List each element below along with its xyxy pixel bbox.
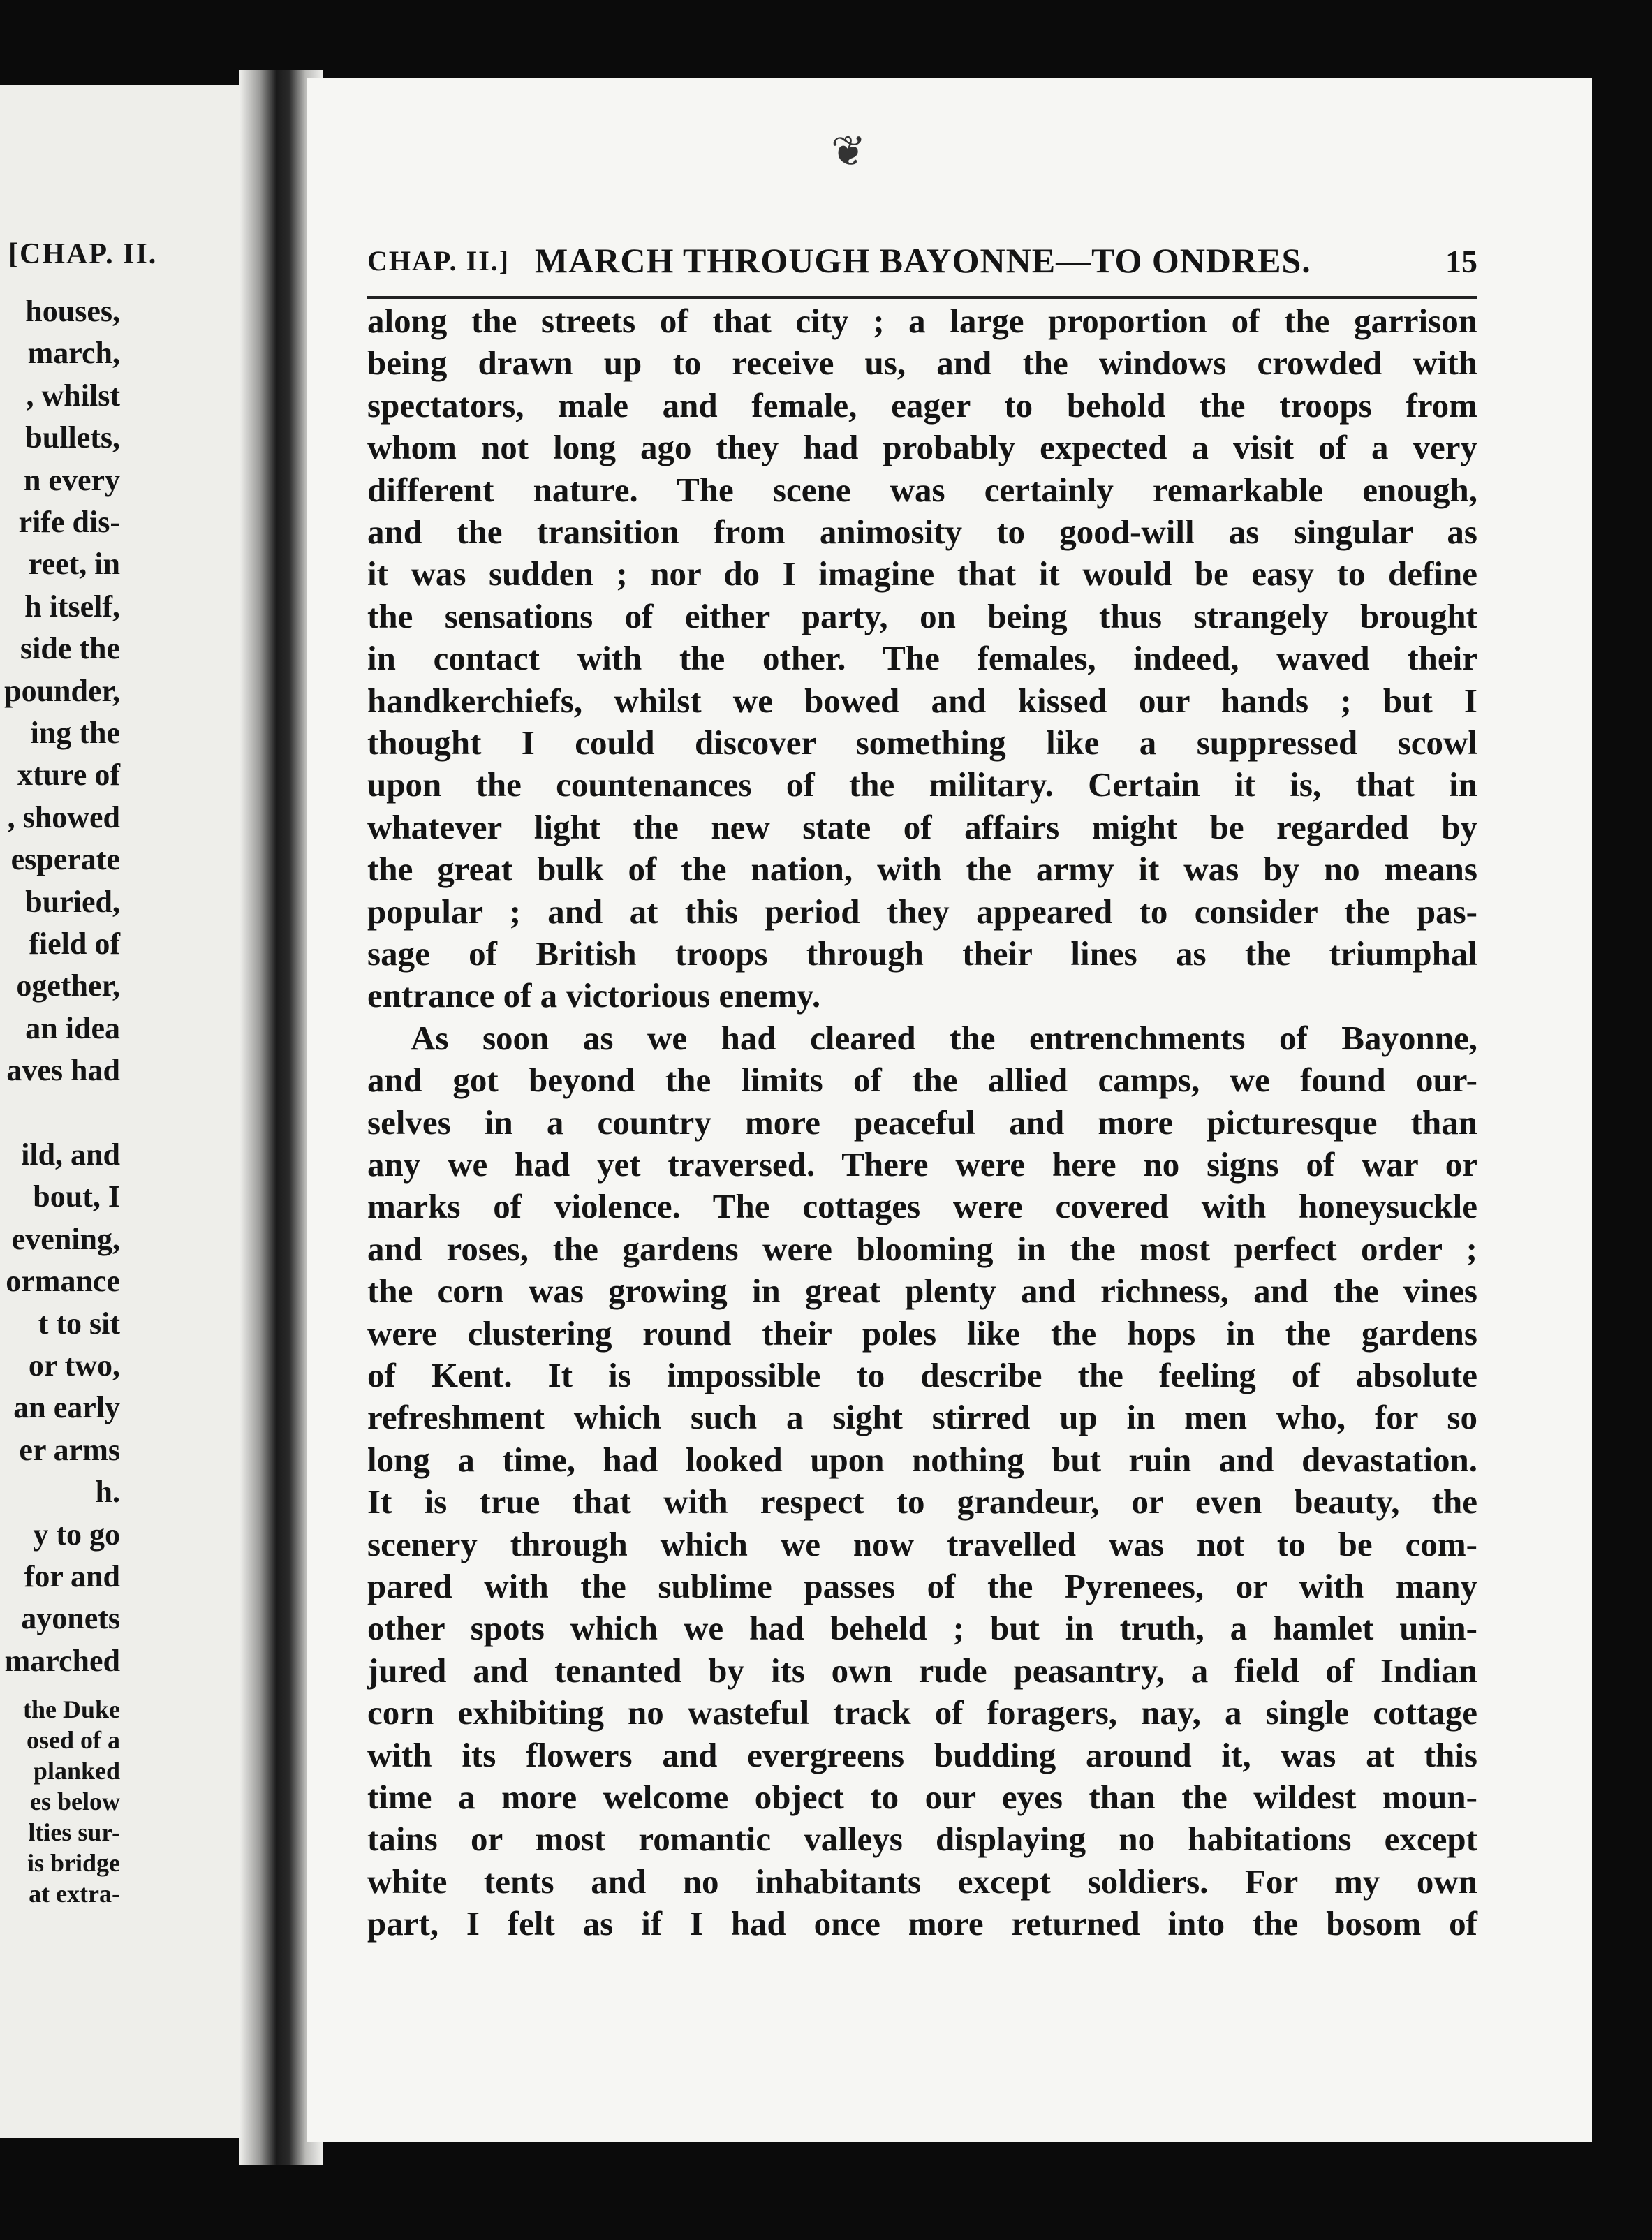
text-line: white tents and no inhabitants except soldiers. For my own [367,1862,1477,1901]
text-line: handkerchiefs, whilst we bowed and kissed our hands ; but I [367,681,1477,720]
left-text-fragment: h. [95,1475,120,1510]
text-line: long a time, had looked upon nothing but ruin and devastation. [367,1440,1477,1479]
left-text-fragment: pounder, [4,673,120,708]
text-line: the sensations of either party, on being thus strangely brought [367,596,1477,635]
text-line: It is true that with respect to grandeur, or even beauty, the [367,1482,1477,1521]
text-line: As soon as we had cleared the entrenchments of Bayonne, [411,1018,1477,1057]
left-text-fragment: ayonets [21,1601,120,1636]
text-line: popular ; and at this period they appeared to consider the pas- [367,892,1477,931]
left-text-fragment: y to go [33,1517,120,1552]
text-line: the great bulk of the nation, with the army it was by no means [367,850,1477,889]
text-line: corn exhibiting no wasteful track of foragers, nay, a single cottage [367,1693,1477,1732]
text-line: any we had yet traversed. There were here no signs of war or [367,1145,1477,1184]
left-text-fragment: t to sit [38,1306,120,1341]
text-line: pared with the sublime passes of the Pyrenees, or with many [367,1567,1477,1605]
text-line: were clustering round their poles like the hops in the gardens [367,1313,1477,1353]
left-text-fragment: n every [23,462,120,497]
left-text-fragment: for and [24,1559,120,1593]
text-line: part, I felt as if I had once more returned into the bosom of [367,1904,1477,1943]
page-number: 15 [1445,244,1477,279]
left-footnote-fragment: es below [30,1788,120,1816]
left-text-fragment: er arms [19,1432,120,1467]
chapter-label: CHAP. II.] [367,245,510,277]
page-15 [307,78,1592,2142]
text-line: and got beyond the limits of the allied camps, we found our- [367,1061,1477,1100]
text-line: sage of British troops through their lines as the triumphal [367,934,1477,973]
left-text-fragment: , showed [7,800,120,834]
text-line: it was sudden ; nor do I imagine that it would be easy to define [367,554,1477,594]
text-line: whatever light the new state of affairs might be regarded by [367,807,1477,846]
text-line: and roses, the gardens were blooming in the most perfect order ; [367,1229,1477,1268]
text-line: tains or most romantic valleys displaying no habitations except [367,1820,1477,1859]
left-text-fragment: ogether, [16,968,120,1003]
left-text-fragment: aves had [6,1053,120,1088]
left-text-fragment: rife dis- [18,505,120,539]
text-line: refreshment which such a sight stirred up in men who, for so [367,1398,1477,1437]
left-text-fragment: or two, [28,1348,120,1383]
left-footnote-fragment: at extra- [29,1880,120,1908]
facing-page-left [0,85,265,2138]
left-text-fragment: xture of [17,758,120,793]
left-text-fragment: bout, I [33,1179,120,1214]
left-text-fragment: field of [29,927,120,961]
left-footnote-fragment: is bridge [27,1849,120,1878]
text-line: selves in a country more peaceful and more picturesque than [367,1103,1477,1142]
left-text-fragment: bullets, [25,420,120,455]
text-line: marks of violence. The cottages were covered with honeysuckle [367,1187,1477,1226]
text-line: in contact with the other. The females, indeed, waved their [367,639,1477,678]
left-text-fragment: reet, in [28,547,120,582]
left-text-fragment: ing the [30,716,120,750]
left-footnote-fragment: osed of a [27,1726,120,1755]
text-line: whom not long ago they had probably expected a visit of a very [367,428,1477,467]
text-line: being drawn up to receive us, and the windows crowded with [367,344,1477,383]
left-footnote-fragment: planked [33,1757,120,1785]
left-text-fragment: evening, [11,1221,120,1256]
left-text-fragment: side the [20,631,120,666]
ornament-icon: ❦ [831,128,866,175]
left-text-fragment: , whilst [26,378,120,413]
text-line: time a more welcome object to our eyes than the wildest moun- [367,1778,1477,1816]
left-text-fragment: h itself, [24,589,120,624]
text-line: of Kent. It is impossible to describe the feeling of absolute [367,1356,1477,1394]
left-text-fragment: houses, [25,294,120,328]
text-line: spectators, male and female, eager to behold the troops from [367,385,1477,425]
running-title: MARCH THROUGH BAYONNE—TO ONDRES. [535,241,1311,280]
left-text-fragment: marched [4,1643,120,1678]
left-text-fragment: an early [13,1390,120,1425]
text-line: jured and tenanted by its own rude peasantry, a field of Indian [367,1651,1477,1690]
left-text-fragment: an idea [25,1010,120,1045]
text-line: entrance of a victorious enemy. [367,976,821,1015]
left-text-fragment: ormance [6,1264,120,1299]
left-running-head: [CHAP. II. [8,238,158,270]
left-text-fragment: march, [27,336,120,371]
text-line: upon the countenances of the military. Certain it is, that in [367,765,1477,804]
text-line: and the transition from animosity to good-will as singular as [367,513,1477,551]
left-text-fragment: ild, and [21,1137,120,1172]
text-line: different nature. The scene was certainly remarkable enough, [367,470,1477,509]
text-line: scenery through which we now travelled was not to be com- [367,1524,1477,1563]
left-text-fragment: buried, [25,884,120,919]
running-head [367,240,1477,299]
text-line: other spots which we had beheld ; but in truth, a hamlet unin- [367,1609,1477,1648]
text-line: thought I could discover something like a suppressed scowl [367,723,1477,762]
left-text-fragment: esperate [10,842,120,877]
text-line: along the streets of that city ; a large proportion of the garrison [367,302,1477,340]
left-footnote-fragment: the Duke [22,1695,120,1724]
text-line: the corn was growing in great plenty and richness, and the vines [367,1272,1477,1311]
text-line: with its flowers and evergreens budding around it, was at this [367,1735,1477,1774]
left-footnote-fragment: lties sur- [28,1818,120,1847]
